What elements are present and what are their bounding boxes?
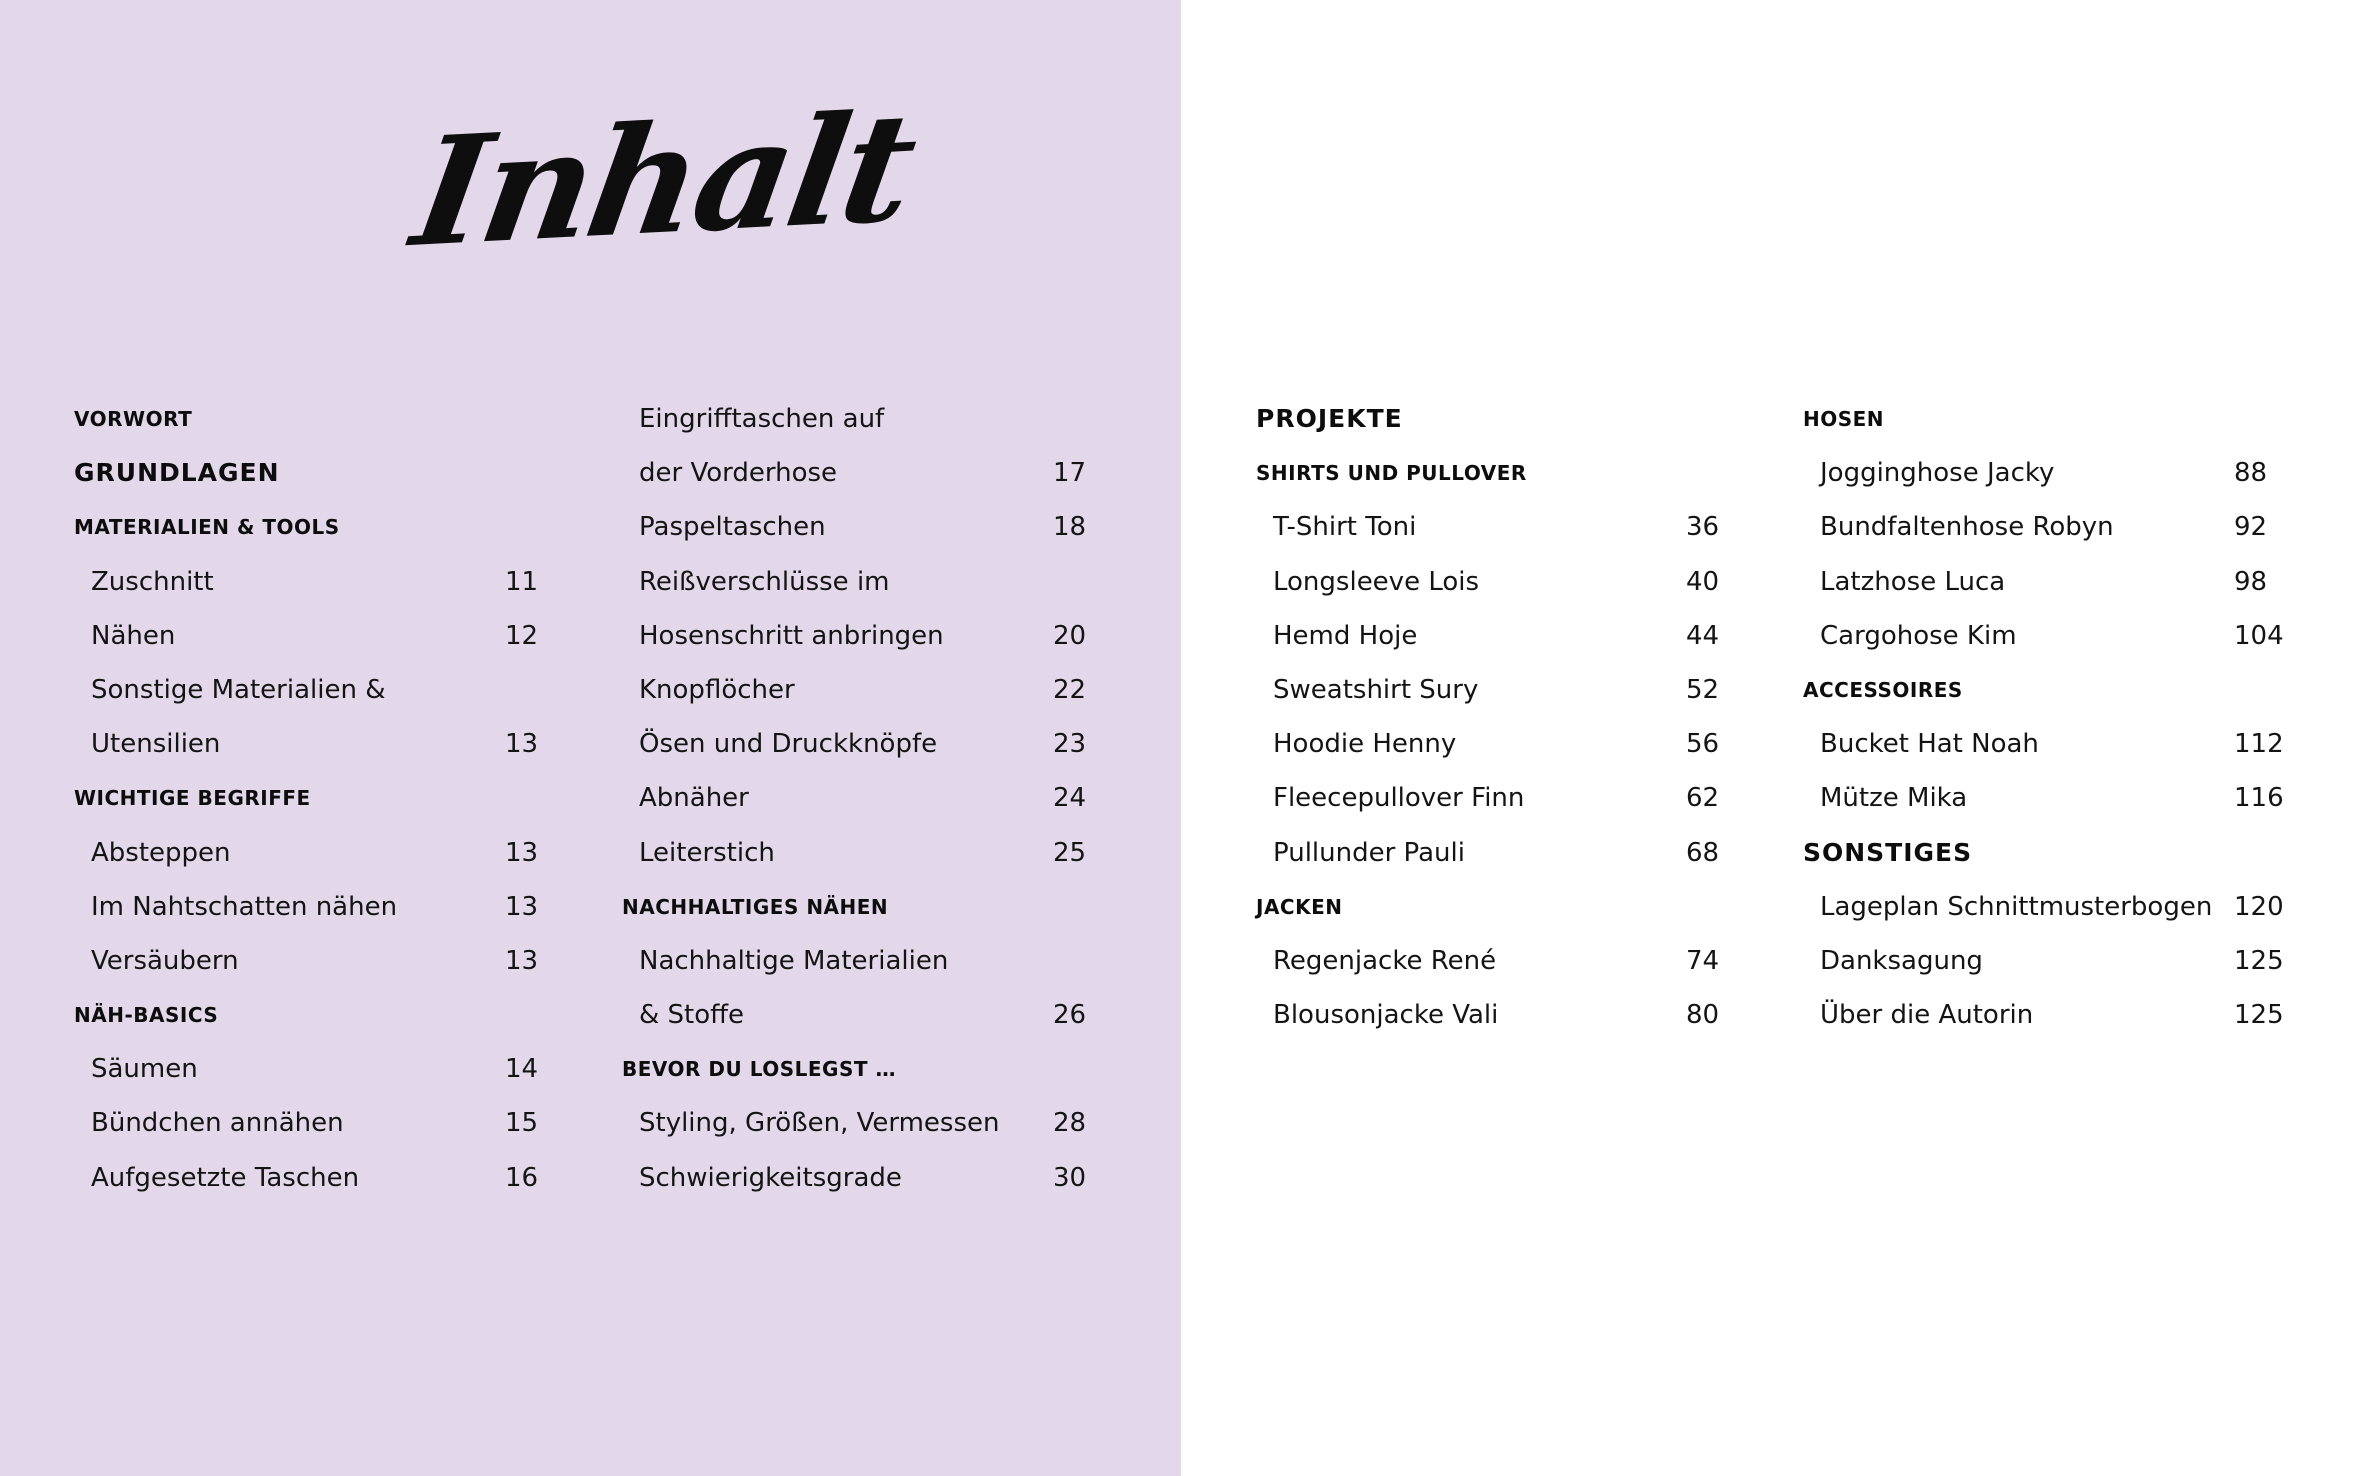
toc-page-number: 52 <box>1686 674 1720 705</box>
toc-entry <box>622 826 1092 880</box>
toc-entry-title: Hoodie Henny <box>1273 729 1457 760</box>
toc-heading-label: NÄH-BASICS <box>74 1003 219 1028</box>
toc-entry <box>622 1096 1092 1150</box>
toc-page-number: 23 <box>1053 729 1087 760</box>
toc-page-number: 120 <box>2234 891 2284 922</box>
toc-heading-label: WICHTIGE BEGRIFFE <box>74 786 311 811</box>
toc-page-number: 104 <box>2234 620 2284 651</box>
toc-section-heading <box>1803 663 2283 717</box>
toc-page-number: 13 <box>505 891 539 922</box>
toc-page-number: 56 <box>1686 729 1720 760</box>
toc-heading-label: SONSTIGES <box>1803 837 1973 867</box>
toc-entry <box>1803 880 2283 934</box>
toc-section-heading <box>1803 826 2283 880</box>
toc-entry <box>74 1151 544 1205</box>
toc-heading-label: HOSEN <box>1803 407 1885 431</box>
toc-entry-title: Ösen und Druckknöpfe <box>639 729 938 760</box>
toc-entry-title: Aufgesetzte Taschen <box>91 1162 360 1193</box>
toc-entry-title: Styling, Größen, Vermessen <box>639 1108 1000 1139</box>
toc-section-heading <box>1256 392 1726 446</box>
toc-entry <box>74 555 544 609</box>
toc-page-number: 40 <box>1686 566 1720 597</box>
toc-section-heading <box>74 771 544 825</box>
toc-entry-title: Bündchen annähen <box>91 1108 344 1139</box>
toc-column-1 <box>74 392 544 1205</box>
toc-entry-title: Absteppen <box>91 837 231 868</box>
toc-entry <box>622 717 1092 771</box>
toc-entry-title: Nachhaltige Materialien <box>639 945 949 976</box>
toc-heading-label: JACKEN <box>1256 894 1343 919</box>
toc-entry <box>1256 663 1726 717</box>
toc-entry <box>1803 446 2283 500</box>
toc-entry <box>622 555 1092 609</box>
toc-entry <box>622 1151 1092 1205</box>
toc-entry-title: Abnäher <box>639 783 749 814</box>
toc-entry <box>74 663 544 717</box>
toc-entry-title: Cargohose Kim <box>1820 620 2017 651</box>
toc-page-number: 88 <box>2234 458 2268 489</box>
toc-column-4 <box>1803 392 2283 1042</box>
toc-page-number: 13 <box>505 729 539 760</box>
toc-entry-title: Regenjacke René <box>1273 945 1497 976</box>
toc-section-heading <box>622 1042 1092 1096</box>
toc-section-heading <box>1256 880 1726 934</box>
toc-entry-title: Hemd Hoje <box>1273 620 1418 651</box>
toc-entry <box>74 1042 544 1096</box>
toc-section-heading <box>74 500 544 554</box>
toc-entry <box>1803 988 2283 1042</box>
toc-entry-title: Schwierigkeitsgrade <box>639 1162 902 1193</box>
toc-entry-title: Sweatshirt Sury <box>1273 674 1479 705</box>
toc-heading-label: SHIRTS UND PULLOVER <box>1256 461 1527 486</box>
toc-column-2 <box>622 392 1092 1205</box>
toc-entry <box>74 609 544 663</box>
toc-page-number: 24 <box>1053 783 1087 814</box>
toc-entry <box>1256 988 1726 1042</box>
toc-page-number: 36 <box>1686 512 1720 543</box>
toc-entry <box>1256 609 1726 663</box>
toc-entry-title: T-Shirt Toni <box>1273 512 1417 543</box>
toc-entry <box>74 717 544 771</box>
toc-page-number: 13 <box>505 945 539 976</box>
toc-heading-label: GRUNDLAGEN <box>74 458 280 488</box>
toc-entry-title: Pullunder Pauli <box>1273 837 1465 868</box>
toc-entry <box>1803 771 2283 825</box>
toc-heading-label: VORWORT <box>74 407 193 431</box>
toc-page-number: 74 <box>1686 945 1720 976</box>
toc-entry <box>1803 717 2283 771</box>
toc-entry-title: Leiterstich <box>639 837 775 868</box>
toc-page-number: 12 <box>505 620 539 651</box>
toc-page-number: 18 <box>1053 512 1087 543</box>
toc-entry-title: Im Nahtschatten nähen <box>91 891 398 922</box>
toc-page-number: 68 <box>1686 837 1720 868</box>
toc-entry <box>622 663 1092 717</box>
toc-entry <box>622 609 1092 663</box>
toc-section-heading <box>74 988 544 1042</box>
toc-entry-title: Longsleeve Lois <box>1273 566 1480 597</box>
toc-entry <box>622 988 1092 1042</box>
toc-entry-title: der Vorderhose <box>639 458 838 489</box>
toc-entry-title: Reißverschlüsse im <box>639 566 890 597</box>
toc-entry-title: Mütze Mika <box>1820 783 1968 814</box>
toc-entry <box>1256 771 1726 825</box>
toc-section-heading <box>1803 392 2283 446</box>
toc-entry-title: Latzhose Luca <box>1820 566 2006 597</box>
toc-entry <box>1256 826 1726 880</box>
toc-page-number: 13 <box>505 837 539 868</box>
toc-heading-label: MATERIALIEN & TOOLS <box>74 515 340 540</box>
toc-page-number: 22 <box>1053 674 1087 705</box>
toc-entry-title: Lageplan Schnittmusterbogen <box>1820 891 2213 922</box>
toc-page-number: 26 <box>1053 1000 1087 1031</box>
toc-entry-title: Danksagung <box>1820 945 1983 976</box>
toc-entry <box>622 392 1092 446</box>
toc-page-number: 30 <box>1053 1162 1087 1193</box>
toc-entry <box>622 446 1092 500</box>
toc-page-number: 62 <box>1686 783 1720 814</box>
toc-entry-title: Versäubern <box>91 945 239 976</box>
toc-entry <box>622 500 1092 554</box>
toc-page-number: 98 <box>2234 566 2268 597</box>
toc-entry-title: Nähen <box>91 620 176 651</box>
toc-entry <box>622 771 1092 825</box>
toc-entry <box>622 934 1092 988</box>
toc-entry-title: Eingrifftaschen auf <box>639 404 885 434</box>
toc-page-number: 112 <box>2234 729 2284 760</box>
toc-entry <box>74 934 544 988</box>
toc-entry <box>74 1096 544 1150</box>
toc-entry <box>74 880 544 934</box>
toc-entry <box>1256 555 1726 609</box>
toc-entry-title: Bucket Hat Noah <box>1820 729 2039 760</box>
toc-page-number: 20 <box>1053 620 1087 651</box>
toc-page-number: 125 <box>2234 945 2284 976</box>
toc-page-number: 116 <box>2234 783 2284 814</box>
toc-page-number: 17 <box>1053 458 1087 489</box>
toc-heading-label: PROJEKTE <box>1256 404 1403 433</box>
toc-page-number: 14 <box>505 1054 539 1085</box>
toc-heading-label: ACCESSOIRES <box>1803 677 1963 702</box>
toc-page-number: 44 <box>1686 620 1720 651</box>
toc-entry-title: Sonstige Materialien & <box>91 674 386 705</box>
toc-page-number: 80 <box>1686 1000 1720 1031</box>
toc-entry-title: Säumen <box>91 1054 198 1085</box>
toc-entry <box>1803 500 2283 554</box>
toc-heading-label: NACHHALTIGES NÄHEN <box>622 894 889 919</box>
toc-heading-label: BEVOR DU LOSLEGST … <box>622 1057 896 1082</box>
toc-entry <box>1256 934 1726 988</box>
toc-column-3 <box>1256 392 1726 1042</box>
toc-entry <box>1256 717 1726 771</box>
toc-entry <box>1803 609 2283 663</box>
toc-entry-title: Fleecepullover Finn <box>1273 783 1525 814</box>
toc-page-number: 92 <box>2234 512 2268 543</box>
toc-section-heading <box>622 880 1092 934</box>
toc-entry-title: & Stoffe <box>639 1000 745 1031</box>
toc-section-heading <box>1256 446 1726 500</box>
toc-entry <box>1803 555 2283 609</box>
page-title: Inhalt <box>402 79 924 281</box>
toc-page-number: 25 <box>1053 837 1087 868</box>
toc-entry-title: Bundfaltenhose Robyn <box>1820 512 2114 543</box>
toc-entry-title: Paspeltaschen <box>639 512 826 543</box>
toc-page-number: 28 <box>1053 1108 1087 1139</box>
toc-section-heading <box>74 392 544 446</box>
toc-entry <box>1256 500 1726 554</box>
toc-page-number: 125 <box>2234 1000 2284 1031</box>
toc-entry-title: Knopflöcher <box>639 674 795 705</box>
toc-page-number: 16 <box>505 1162 539 1193</box>
toc-entry-title: Zuschnitt <box>91 566 214 597</box>
toc-entry-title: Hosenschritt anbringen <box>639 620 944 651</box>
toc-page-number: 11 <box>505 566 539 597</box>
toc-section-heading <box>74 446 544 500</box>
toc-entry-title: Utensilien <box>91 729 221 760</box>
toc-entry <box>1803 934 2283 988</box>
toc-entry-title: Über die Autorin <box>1820 1000 2034 1031</box>
toc-page-number: 15 <box>505 1108 539 1139</box>
toc-entry <box>74 826 544 880</box>
toc-entry-title: Blousonjacke Vali <box>1273 1000 1499 1031</box>
toc-entry-title: Jogginghose Jacky <box>1820 458 2055 489</box>
